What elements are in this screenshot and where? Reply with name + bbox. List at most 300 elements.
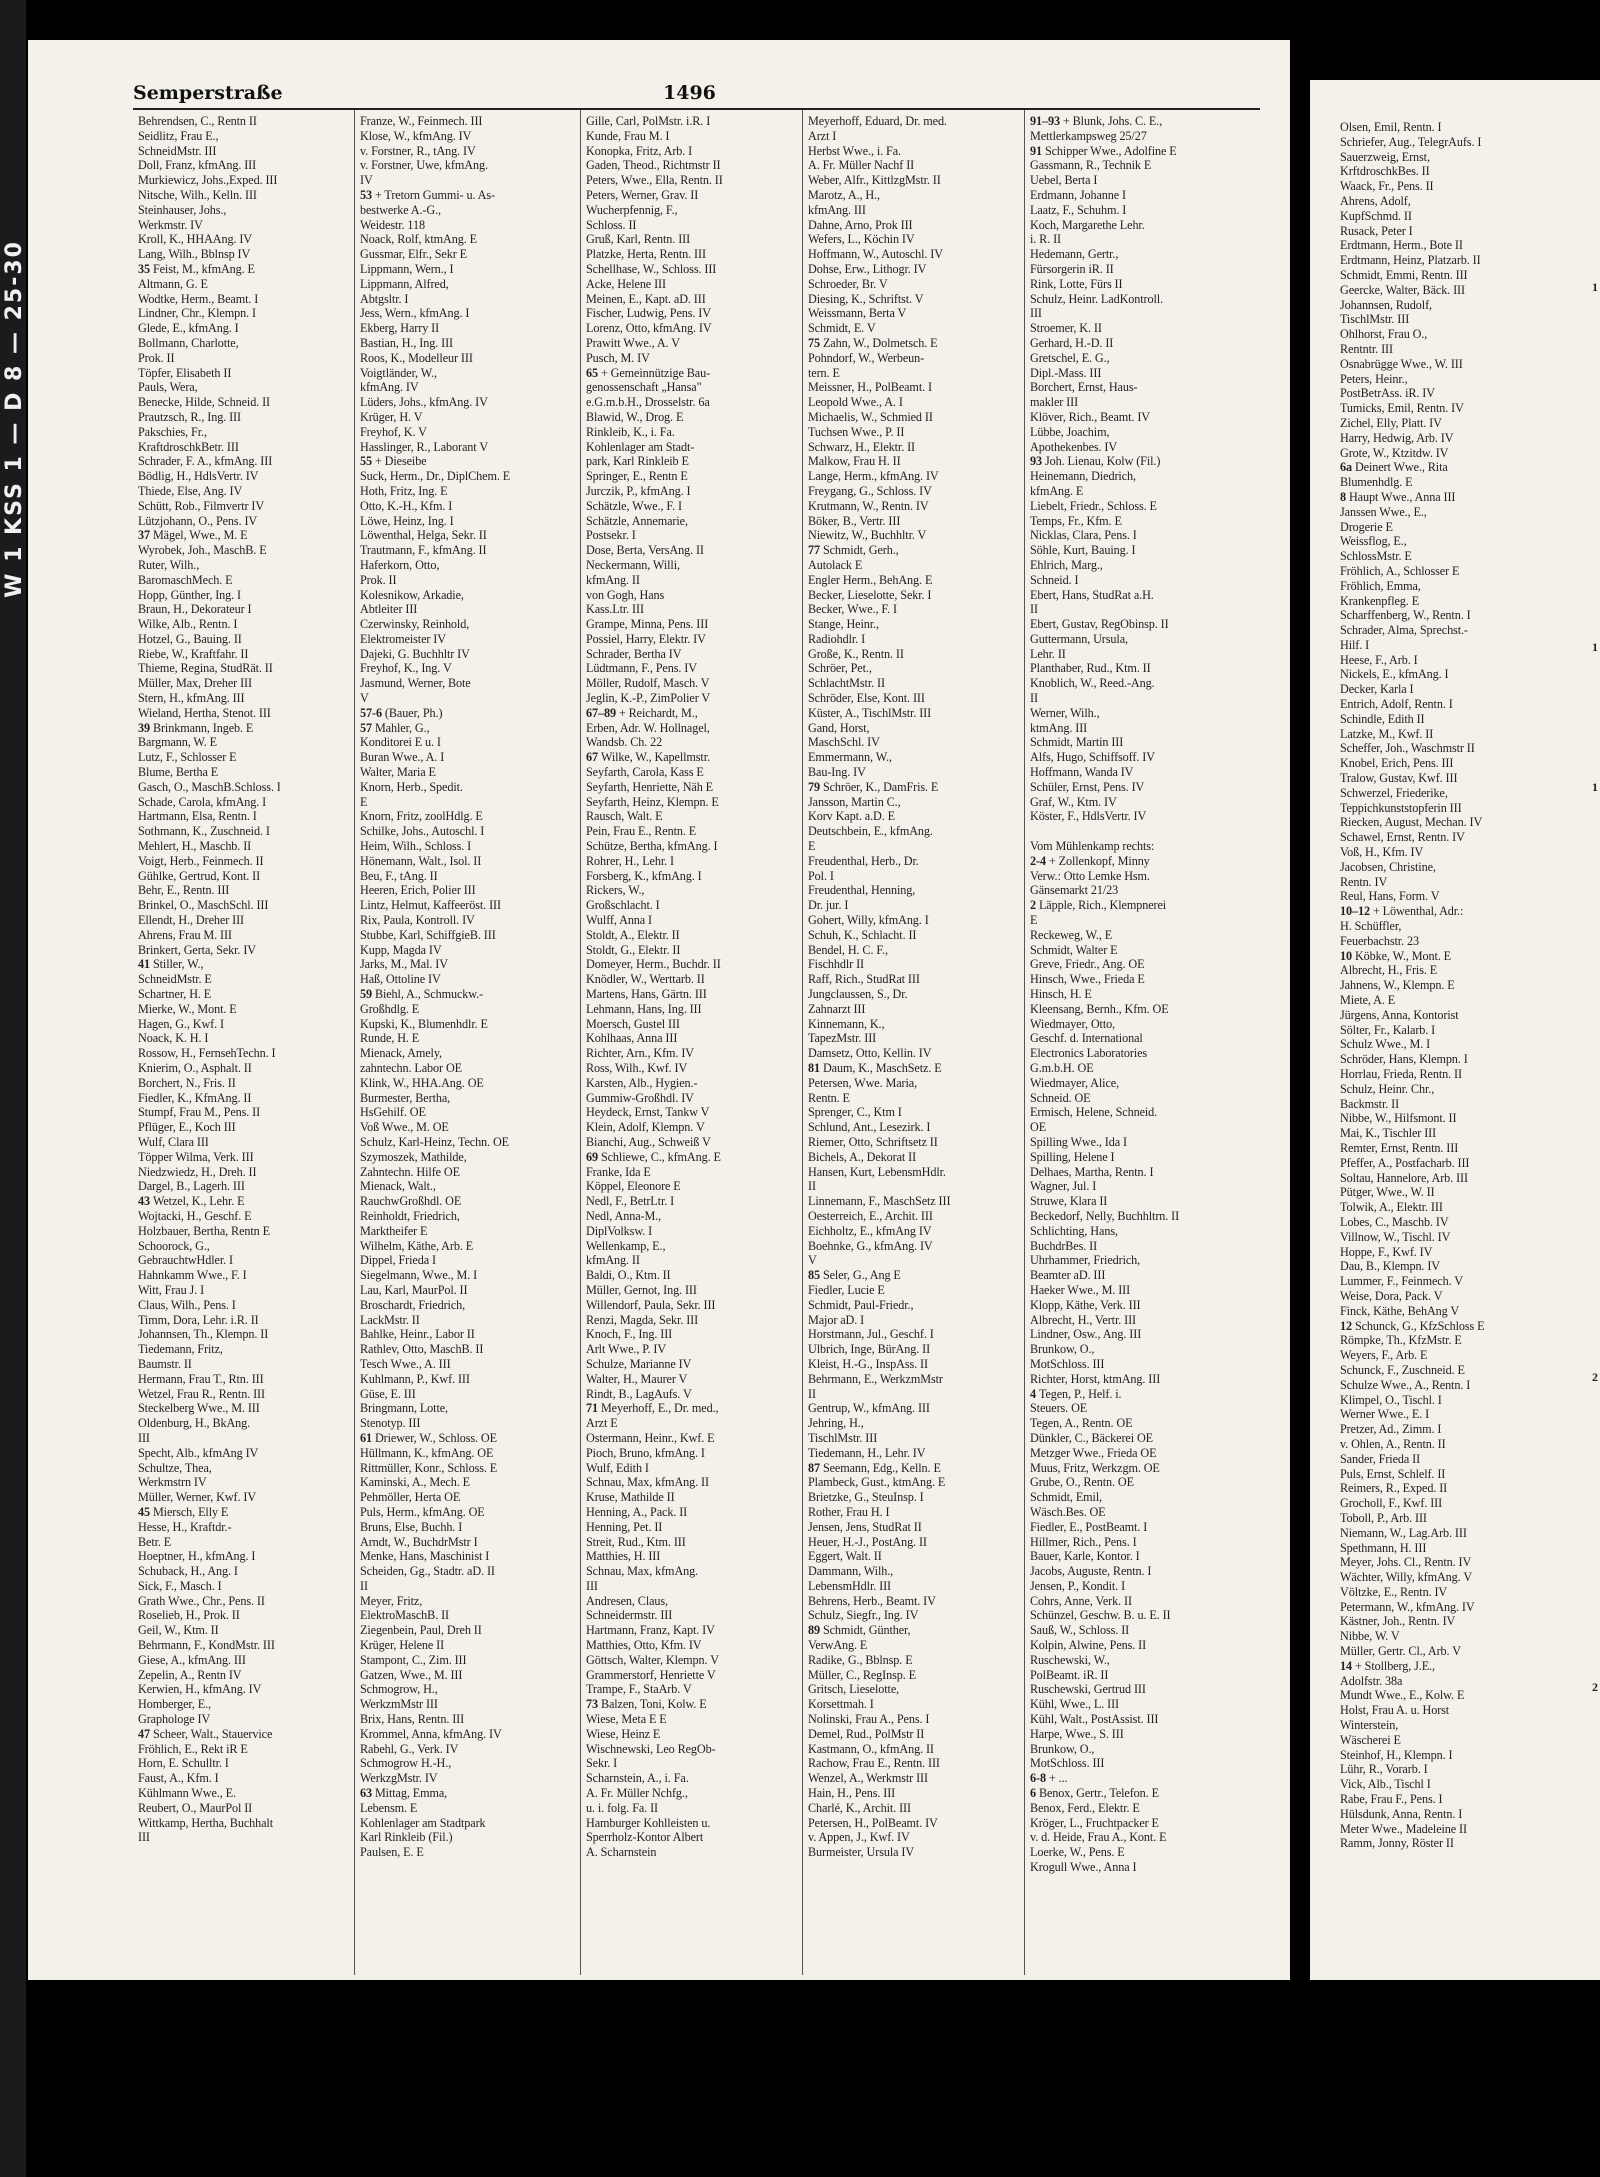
directory-entry: Wellenkamp, E., — [586, 1238, 666, 1253]
directory-entry: Steckelberg Wwe., M. III — [138, 1401, 260, 1416]
directory-entry: Kuhlmann, P., Kwf. III — [360, 1371, 470, 1386]
directory-entry: Plambeck, Gust., ktmAng. E — [808, 1475, 946, 1490]
directory-entry: Hermann, Frau T., Rtn. III — [138, 1371, 264, 1386]
directory-entry: Planthaber, Rud., Ktm. II — [1030, 661, 1151, 676]
directory-entry: Gritsch, Lieselotte, — [808, 1682, 900, 1697]
directory-entry: Schultze, Thea, — [138, 1460, 212, 1475]
directory-entry: Seidlitz, Frau E., — [138, 128, 219, 143]
directory-entry: Stumpf, Frau M., Pens. II — [138, 1105, 261, 1120]
directory-entry: 71 Meyerhoff, E., Dr. med., — [586, 1401, 719, 1416]
directory-entry: Bastian, H., Ing. III — [360, 335, 454, 350]
directory-entry: Lühr, R., Vorarb. I — [1340, 1762, 1428, 1777]
directory-entry: II — [808, 1179, 816, 1194]
directory-entry: 37 Mägel, Wwe., M. E — [138, 528, 248, 543]
directory-entry: Scheiden, Gg., Stadtr. aD. II — [360, 1564, 495, 1579]
directory-entry: Wojtacki, H., Geschf. E — [138, 1208, 252, 1223]
house-number: 14 — [1340, 1658, 1355, 1673]
directory-entry: Hansen, Kurt, LebensmHdlr. — [808, 1164, 946, 1179]
directory-entry: Pakschies, Fr., — [138, 424, 207, 439]
directory-entry: Sölter, Fr., Kalarb. I — [1340, 1022, 1436, 1037]
directory-entry: III — [138, 1430, 150, 1445]
directory-entry: Wieland, Hertha, Stenot. III — [138, 705, 271, 720]
directory-entry: Schmidt, Paul-Friedr., — [808, 1297, 914, 1312]
house-number: 10–12 — [1340, 904, 1373, 919]
directory-entry: Nickels, E., kfmAng. I — [1340, 667, 1449, 682]
directory-entry: Meyer, Johs. Cl., Rentn. IV — [1340, 1555, 1472, 1570]
directory-entry: H. Schüffler, — [1340, 919, 1402, 934]
directory-entry: Töpfer, Elisabeth II — [138, 365, 232, 380]
directory-entry: 12 Schunck, G., KfzSchloss E — [1340, 1318, 1485, 1333]
directory-entry: Schawel, Ernst, Rentn. IV — [1340, 830, 1465, 845]
directory-entry: Hain, H., Pens. III — [808, 1786, 896, 1801]
directory-entry: Kroll, K., HHAAng. IV — [138, 232, 253, 247]
directory-entry: Blumenhdlg. E — [1340, 475, 1413, 490]
directory-entry: e.G.m.b.H., Drosselstr. 6a — [586, 395, 710, 410]
directory-entry: Pol. I — [808, 868, 834, 883]
directory-entry: Schulze, Marianne IV — [586, 1356, 692, 1371]
directory-entry: Pusch, M. IV — [586, 350, 650, 365]
directory-entry: Apothekenbes. IV — [1030, 439, 1118, 454]
directory-entry: Prawitt Wwe., A. V — [586, 335, 680, 350]
directory-entry: 57 Mahler, G., — [360, 720, 430, 735]
directory-entry: Lau, Karl, MaurPol. II — [360, 1282, 468, 1297]
directory-entry: Kolesnikow, Arkadie, — [360, 587, 464, 602]
directory-entry: Wulff, Anna I — [586, 913, 653, 928]
directory-entry: Otto, K.-H., Kfm. I — [360, 498, 453, 513]
directory-entry: Kaminski, A., Mech. E — [360, 1475, 470, 1490]
directory-entry: Werner Wwe., E. I — [1340, 1407, 1430, 1422]
directory-entry: Henning, Pet. II — [586, 1519, 663, 1534]
directory-entry: Beu, F., tAng. II — [360, 868, 438, 883]
directory-entry: E — [808, 839, 816, 854]
directory-entry: 2-4 + Zollenkopf, Minny — [1030, 853, 1150, 868]
house-number: 59 — [360, 987, 375, 1002]
directory-entry: Zahnarzt III — [808, 1001, 866, 1016]
directory-entry: Klink, W., HHA.Ang. OE — [360, 1075, 484, 1090]
directory-entry: Schade, Carola, kfmAng. I — [138, 794, 267, 809]
directory-entry: Petersen, H., PolBeamt. IV — [808, 1815, 938, 1830]
directory-entry: Eichholtz, E., kfmAng IV — [808, 1223, 932, 1238]
directory-entry: Marotz, A., H., — [808, 187, 880, 202]
directory-entry: II — [1030, 602, 1038, 617]
directory-entry: Roos, K., Modelleur III — [360, 350, 473, 365]
directory-entry: Steuers. OE — [1030, 1401, 1088, 1416]
directory-entry: Engler Herm., BehAng. E — [808, 572, 933, 587]
directory-entry: Meinen, E., Kapt. aD. III — [586, 291, 706, 306]
directory-entry: Mai, K., Tischler III — [1340, 1126, 1437, 1141]
directory-entry: Franze, W., Feinmech. III — [360, 114, 483, 128]
directory-entry: Behrendsen, C., Rentn II — [138, 114, 257, 128]
directory-entry: Bargmann, W. E — [138, 735, 217, 750]
directory-entry: Werkmstr. IV — [138, 217, 203, 232]
directory-entry: Wodtke, Herm., Beamt. I — [138, 291, 259, 306]
directory-entry: Gatzen, Wwe., M. III — [360, 1667, 463, 1682]
directory-entry — [1030, 824, 1244, 839]
directory-entry: Heeren, Erich, Polier III — [360, 883, 476, 898]
directory-entry: Guttermann, Ursula, — [1030, 631, 1128, 646]
edge-numbers — [1586, 80, 1600, 1980]
directory-entry: Stange, Heinr., — [808, 617, 879, 632]
directory-entry: 6 Benox, Gertr., Telefon. E — [1030, 1786, 1159, 1801]
directory-entry: Lutz, F., Schlosser E — [138, 750, 237, 765]
directory-entry: Müller, C., RegInsp. E — [808, 1667, 917, 1682]
directory-entry: Fröhlich, E., Rekt iR E — [138, 1741, 248, 1756]
directory-entry: Schulze Wwe., A., Rentn. I — [1340, 1377, 1471, 1392]
directory-entry: Peters, Wwe., Ella, Rentn. II — [586, 173, 723, 188]
directory-entry: Lützjohann, O., Pens. IV — [138, 513, 258, 528]
directory-entry: Lüders, Johs., kfmAng. IV — [360, 395, 488, 410]
directory-entry: Schrader, Bertha IV — [586, 646, 682, 661]
directory-entry: Elektromeister IV — [360, 631, 446, 646]
directory-entry: Jehring, H., — [808, 1416, 864, 1431]
directory-entry: Bödlig, H., HdlsVertr. IV — [138, 469, 259, 484]
directory-entry: BuchdrBes. II — [1030, 1238, 1098, 1253]
directory-entry: Reimers, R., Exped. II — [1340, 1481, 1448, 1496]
house-number: 39 — [138, 720, 153, 735]
directory-entry: 39 Brinkmann, Ingeb. E — [138, 720, 254, 735]
directory-entry: tern. E — [808, 365, 840, 380]
directory-entry: Ross, Wilh., Kwf. IV — [586, 1061, 688, 1075]
directory-entry: Knoblich, W., Reed.-Ang. — [1030, 676, 1155, 691]
directory-entry: Lehmann, Hans, Ing. III — [586, 1001, 702, 1016]
directory-entry: Wandsb. Ch. 22 — [586, 735, 663, 750]
directory-entry: ElektroMaschB. II — [360, 1608, 450, 1623]
house-number: 61 — [360, 1430, 375, 1445]
directory-entry: Freudenthal, Herb., Dr. — [808, 853, 919, 868]
directory-entry: Schmidt, Emil, — [1030, 1490, 1103, 1505]
directory-entry: Schneidermstr. III — [586, 1608, 673, 1623]
directory-entry: V — [808, 1253, 817, 1268]
directory-entry: Kohlenlager am Stadtpark — [360, 1815, 486, 1830]
directory-entry: Rachow, Frau E., Rentn. III — [808, 1756, 940, 1771]
directory-entry: Hoffmann, W., Autoschl. IV — [808, 247, 943, 262]
directory-entry: 47 Scheer, Walt., Stauervice — [138, 1726, 273, 1741]
directory-entry: Martens, Hans, Gärtn. III — [586, 987, 707, 1002]
directory-entry: Reubert, O., MaurPol II — [138, 1800, 253, 1815]
directory-entry: Freudenthal, Henning, — [808, 883, 916, 898]
directory-entry: Wilhelm, Käthe, Arb. E — [360, 1238, 474, 1253]
directory-entry: Hillmer, Rich., Pens. I — [1030, 1534, 1137, 1549]
directory-entry: Nedl, F., BetrLtr. I — [586, 1194, 675, 1209]
directory-entry: Neckermann, Willi, — [586, 557, 680, 572]
column-divider — [1024, 110, 1025, 1975]
directory-entry: Schrader, Alma, Sprechst.- — [1340, 623, 1468, 638]
directory-entry: Becker, Wwe., F. I — [808, 602, 897, 617]
directory-entry: Blume, Bertha E — [138, 765, 219, 780]
directory-entry: Rinkleib, K., i. Fa. — [586, 424, 675, 439]
directory-entry: Großschlacht. I — [586, 898, 660, 913]
directory-entry: Wischnewski, Leo RegOb- — [586, 1741, 716, 1756]
directory-entry: Harpe, Wwe., S. III — [1030, 1726, 1124, 1741]
directory-entry: Erben, Adr. W. Hollnagel, — [586, 720, 710, 735]
directory-entry: Nedl, Anna-M., — [586, 1208, 662, 1223]
directory-entry: KraftdroschkBetr. III — [138, 439, 239, 454]
directory-entry: Drogerie E — [1340, 519, 1393, 534]
directory-entry: Kupski, K., Blumenhdlr. E — [360, 1016, 488, 1031]
directory-entry: genossenschaft „Hansa" — [586, 380, 702, 395]
directory-entry: Hotzel, G., Bauing. II — [138, 631, 242, 646]
directory-entry: Schlichting, Hans, — [1030, 1223, 1118, 1238]
directory-entry: Acke, Helene III — [586, 276, 666, 291]
directory-entry: Meyer, Fritz, — [360, 1593, 423, 1608]
directory-entry: Trautmann, F., kfmAng. II — [360, 543, 487, 558]
directory-entry: Scharnstein, A., i. Fa. — [586, 1771, 689, 1786]
directory-entry: Hagen, G., Kwf. I — [138, 1016, 224, 1031]
directory-entry: Jurczik, P., kfmAng. I — [586, 483, 691, 498]
directory-entry: 91 Schipper Wwe., Adolfine E — [1030, 143, 1177, 158]
directory-entry: Hoppe, F., Kwf. IV — [1340, 1244, 1433, 1259]
directory-entry: Schnau, Max, kfmAng. — [586, 1564, 699, 1579]
directory-entry: Fröhlich, A., Schlosser E — [1340, 563, 1460, 578]
directory-entry: Rathlev, Otto, MaschB. II — [360, 1342, 484, 1357]
directory-entry: Freyhof, K., Ing. V — [360, 661, 452, 676]
directory-entry: 45 Miersch, Elly E — [138, 1504, 229, 1519]
directory-entry: Thiede, Else, Ang. IV — [138, 483, 243, 498]
directory-entry: Kohlhaas, Anna III — [586, 1031, 678, 1046]
directory-entry: Weissflog, E., — [1340, 534, 1407, 549]
directory-entry: Schüler, Ernst, Pens. IV — [1030, 779, 1145, 794]
directory-entry: kfmAng. IV — [360, 380, 419, 395]
directory-entry: Gühlke, Gertrud, Kont. II — [138, 868, 261, 883]
house-number: 45 — [138, 1504, 153, 1519]
directory-entry: Fröhlich, Emma, — [1340, 578, 1421, 593]
directory-entry: Johannsen, Rudolf, — [1340, 297, 1432, 312]
directory-entry: Lübbe, Joachim, — [1030, 424, 1110, 439]
directory-entry: Kleensang, Bernh., Kfm. OE — [1030, 1001, 1169, 1016]
house-number: 71 — [586, 1401, 601, 1416]
directory-entry: Köppel, Eleonore E — [586, 1179, 681, 1194]
directory-entry: Holst, Frau A. u. Horst — [1340, 1703, 1450, 1718]
directory-entry: Rother, Frau H. I — [808, 1504, 890, 1519]
directory-entry: Schätzle, Annemarie, — [586, 513, 688, 528]
directory-entry: Pohndorf, W., Werbeun- — [808, 350, 925, 365]
directory-entry: Hasslinger, R., Laborant V — [360, 439, 489, 454]
directory-entry: G.m.b.H. OE — [1030, 1061, 1094, 1075]
directory-entry: Lüdtmann, F., Pens. IV — [586, 661, 697, 676]
directory-entry: 91–93 + Blunk, Johs. C. E., — [1030, 114, 1163, 128]
directory-entry: Spilling, Helene I — [1030, 1149, 1115, 1164]
directory-entry: Lobes, C., Maschb. IV — [1340, 1214, 1449, 1229]
directory-entry: kfmAng. II — [586, 1253, 640, 1268]
directory-entry: Liebelt, Friedr., Schloss. E — [1030, 498, 1157, 513]
directory-entry: Eggert, Walt. II — [808, 1549, 882, 1564]
directory-entry: Köster, F., HdlsVertr. IV — [1030, 809, 1147, 824]
house-number: 57-6 — [360, 705, 385, 720]
directory-entry: Voß Wwe., M. OE — [360, 1120, 449, 1135]
directory-entry: Schmogrow, H., — [360, 1682, 438, 1697]
directory-entry: GebrauchtwHdler. I — [138, 1253, 233, 1268]
directory-entry: Altmann, G. E — [138, 276, 208, 291]
directory-entry: Löwe, Heinz, Ing. I — [360, 513, 454, 528]
directory-entry: Schroeder, Br. V — [808, 276, 888, 291]
edge-number: 1 — [1592, 640, 1598, 654]
directory-entry: Hesse, H., Kraftdr.- — [138, 1519, 232, 1534]
directory-entry: Villnow, W., Tischl. IV — [1340, 1229, 1451, 1244]
directory-entry: Albrecht, H., Vertr. III — [1030, 1312, 1137, 1327]
directory-entry: 77 Schmidt, Gerh., — [808, 543, 899, 558]
directory-entry: Mettlerkampsweg 25/27 — [1030, 128, 1147, 143]
directory-entry: Gummiw-Großhdl. IV — [586, 1090, 694, 1105]
directory-entry: Krüger, H. V — [360, 409, 423, 424]
directory-entry: RauchwGroßhdl. OE — [360, 1194, 462, 1209]
directory-entry: Benox, Ferd., Elektr. E — [1030, 1800, 1140, 1815]
directory-entry: Suck, Herm., Dr., DiplChem. E — [360, 469, 511, 484]
directory-entry: Richter, Arn., Kfm. IV — [586, 1046, 694, 1061]
directory-entry: Radike, G., Bblnsp. E — [808, 1652, 913, 1667]
directory-entry: Wyrobek, Joh., MaschB. E — [138, 543, 267, 558]
directory-entry: Loerke, W., Pens. E — [1030, 1845, 1125, 1860]
directory-entry: Klimpel, O., Tischl. I — [1340, 1392, 1442, 1407]
directory-entry: Schulz, Heinr. Chr., — [1340, 1081, 1435, 1096]
directory-entry: Walter, Maria E — [360, 765, 436, 780]
directory-entry: Großhdlg. E — [360, 1001, 420, 1016]
directory-entry: v. Forstner, Uwe, kfmAng. — [360, 158, 488, 173]
directory-entry: Burmeister, Ursula IV — [808, 1845, 915, 1860]
directory-entry: Trampe, F., StaArb. V — [586, 1682, 692, 1697]
directory-entry: Rentn. E — [808, 1090, 850, 1105]
house-number: 35 — [138, 261, 153, 276]
directory-entry: Winterstein, — [1340, 1718, 1399, 1733]
directory-entry: von Gogh, Hans — [586, 587, 665, 602]
directory-entry: Kühl, Walt., PostAssist. III — [1030, 1712, 1159, 1727]
column-2 — [360, 114, 576, 1974]
directory-entry: Borchert, N., Fris. II — [138, 1075, 236, 1090]
directory-entry: Jasmund, Werner, Bote — [360, 676, 471, 691]
directory-entry: Bendel, H. C. F., — [808, 942, 888, 957]
directory-entry: Stenotyp. III — [360, 1416, 421, 1431]
directory-entry: Heim, Wilh., Schloss. I — [360, 839, 472, 854]
directory-entry: Puls, Herm., kfmAng. OE — [360, 1504, 485, 1519]
directory-entry: Wenzel, A., Werkmstr III — [808, 1771, 928, 1786]
directory-entry: Schellhase, W., Schloss. III — [586, 261, 717, 276]
directory-entry: Knoch, F., Ing. III — [586, 1327, 673, 1342]
directory-entry: Soltau, Hannelore, Arb. III — [1340, 1170, 1468, 1185]
directory-entry: makler III — [1030, 395, 1079, 410]
directory-entry: Baumstr. II — [138, 1356, 192, 1371]
directory-entry: Moersch, Gustel III — [586, 1016, 680, 1031]
directory-entry: Tiedemann, H., Lehr. IV — [808, 1445, 926, 1460]
directory-entry: Wäsch.Bes. OE — [1030, 1504, 1106, 1519]
directory-entry: Mienack, Walt., — [360, 1179, 436, 1194]
directory-entry: 79 Schröer, K., DamFris. E — [808, 779, 939, 794]
directory-entry: Jarks, M., Mal. IV — [360, 957, 448, 972]
directory-entry: Lindner, Osw., Ang. III — [1030, 1327, 1142, 1342]
directory-entry: 81 Daum, K., MaschSetz. E — [808, 1061, 942, 1075]
directory-entry: Heuer, H.-J., PostAng. II — [808, 1534, 927, 1549]
directory-entry: 6-8 + ... — [1030, 1771, 1068, 1786]
directory-entry: Rohrer, H., Lehr. I — [586, 853, 674, 868]
directory-entry: 6a Deinert Wwe., Rita — [1340, 460, 1448, 475]
directory-entry: Kühlmann Wwe., E. — [138, 1786, 236, 1801]
directory-entry: A. Fr. Müller Nachf II — [808, 158, 915, 173]
directory-entry: Rittmüller, Konr., Schloss. E — [360, 1460, 498, 1475]
directory-entry: Verw.: Otto Lemke Hsm. — [1030, 868, 1150, 883]
directory-entry: Grampe, Minna, Pens. III — [586, 617, 709, 632]
directory-entry: MotSchloss. III — [1030, 1356, 1105, 1371]
directory-entry: kfmAng. II — [586, 572, 640, 587]
directory-entry: Schuh, K., Schlacht. II — [808, 927, 917, 942]
directory-entry: Dünkler, C., Bäckerei OE — [1030, 1430, 1154, 1445]
directory-entry: Muus, Fritz, Werkzgm. OE — [1030, 1460, 1160, 1475]
directory-entry: Lummer, F., Feinmech. V — [1340, 1274, 1463, 1289]
directory-entry: Kästner, Joh., Rentn. IV — [1340, 1614, 1456, 1629]
directory-entry: Hartmann, Elsa, Rentn. I — [138, 809, 257, 824]
directory-entry: Rabehl, G., Verk. IV — [360, 1741, 459, 1756]
directory-entry: Dipl.-Mass. III — [1030, 365, 1102, 380]
directory-entry: Stern, H., kfmAng. III — [138, 691, 245, 706]
directory-entry: 10–12 + Löwenthal, Adr.: — [1340, 904, 1464, 919]
directory-entry: Janssen Wwe., E., — [1340, 504, 1427, 519]
directory-entry: Tralow, Gustav, Kwf. III — [1340, 771, 1458, 786]
directory-entry: Schuback, H., Ang. I — [138, 1564, 238, 1579]
directory-entry: Forsberg, K., kfmAng. I — [586, 868, 702, 883]
directory-entry: Wulf, Edith I — [586, 1460, 649, 1475]
directory-entry: Schätzle, Wwe., F. I — [586, 498, 682, 513]
directory-entry: Knorn, Fritz, zoolHdlg. E — [360, 809, 483, 824]
house-number: 77 — [808, 543, 823, 558]
directory-entry: Zichel, Elly, Platt. IV — [1340, 415, 1442, 430]
directory-entry: Tuchsen Wwe., P. II — [808, 424, 905, 439]
directory-entry: Thieme, Regina, StudRät. II — [138, 661, 273, 676]
directory-entry: Jürgens, Anna, Kontorist — [1340, 1007, 1459, 1022]
house-number: 37 — [138, 528, 153, 543]
directory-entry: Rentntr. III — [1340, 341, 1393, 356]
directory-entry: 14 + Stollberg, J.E., — [1340, 1658, 1435, 1673]
directory-entry: SchneidMstr. E — [138, 972, 212, 987]
directory-entry: Finck, Käthe, BehAng V — [1340, 1303, 1460, 1318]
directory-entry: Spethmann, H. III — [1340, 1540, 1427, 1555]
directory-entry: Ahrens, Frau M. III — [138, 927, 232, 942]
directory-entry: Hoth, Fritz, Ing. E — [360, 483, 448, 498]
directory-entry: Decker, Karla I — [1340, 682, 1414, 697]
directory-entry: Bau-Ing. IV — [808, 765, 866, 780]
directory-entry: Specht, Alb., kfmAng IV — [138, 1445, 259, 1460]
directory-entry: Wilke, Alb., Rentn. I — [138, 617, 238, 632]
directory-entry: Mierke, W., Mont. E — [138, 1001, 237, 1016]
directory-entry: Leopold Wwe., A. I — [808, 395, 903, 410]
directory-entry: Diesing, K., Schriftst. V — [808, 291, 924, 306]
directory-entry: Oldenburg, H., BkAng. — [138, 1416, 251, 1431]
directory-entry: Kinnemann, K., — [808, 1016, 885, 1031]
directory-entry: Petersen, Wwe. Maria, — [808, 1075, 918, 1090]
directory-entry: Weise, Dora, Pack. V — [1340, 1288, 1443, 1303]
directory-entry: III — [1030, 306, 1042, 321]
directory-entry: MotSchloss. III — [1030, 1756, 1105, 1771]
directory-entry: Kass.Ltr. III — [586, 602, 644, 617]
directory-entry: II — [1030, 691, 1038, 706]
directory-entry: Geschf. d. International — [1030, 1031, 1143, 1046]
directory-entry: Bichels, A., Dekorat II — [808, 1149, 917, 1164]
directory-entry: Ebert, Gustav, RegObinsp. II — [1030, 617, 1169, 632]
directory-entry: Electronics Laboratories — [1030, 1046, 1148, 1061]
directory-entry: Rindt, B., LagAufs. V — [586, 1386, 692, 1401]
directory-entry: Pehmöller, Herta OE — [360, 1490, 461, 1505]
directory-entry: Tolwik, A., Elektr. III — [1340, 1200, 1443, 1215]
directory-entry: BaromaschMech. E — [138, 572, 233, 587]
house-number: 79 — [808, 779, 823, 794]
directory-entry: Borchert, Ernst, Haus- — [1030, 380, 1138, 395]
directory-entry: Gruß, Karl, Rentn. III — [586, 232, 691, 247]
directory-entry: Willendorf, Paula, Sekr. III — [586, 1297, 716, 1312]
directory-entry: 35 Feist, M., kfmAng. E — [138, 261, 255, 276]
directory-entry: Backmstr. II — [1340, 1096, 1400, 1111]
house-number: 47 — [138, 1726, 153, 1741]
directory-entry: Ehlrich, Marg., — [1030, 557, 1103, 572]
directory-entry: Benecke, Hilde, Schneid. II — [138, 395, 270, 410]
edge-number: 1 — [1592, 780, 1598, 794]
house-number: 63 — [360, 1786, 375, 1801]
directory-entry: Löwenthal, Helga, Sekr. II — [360, 528, 487, 543]
